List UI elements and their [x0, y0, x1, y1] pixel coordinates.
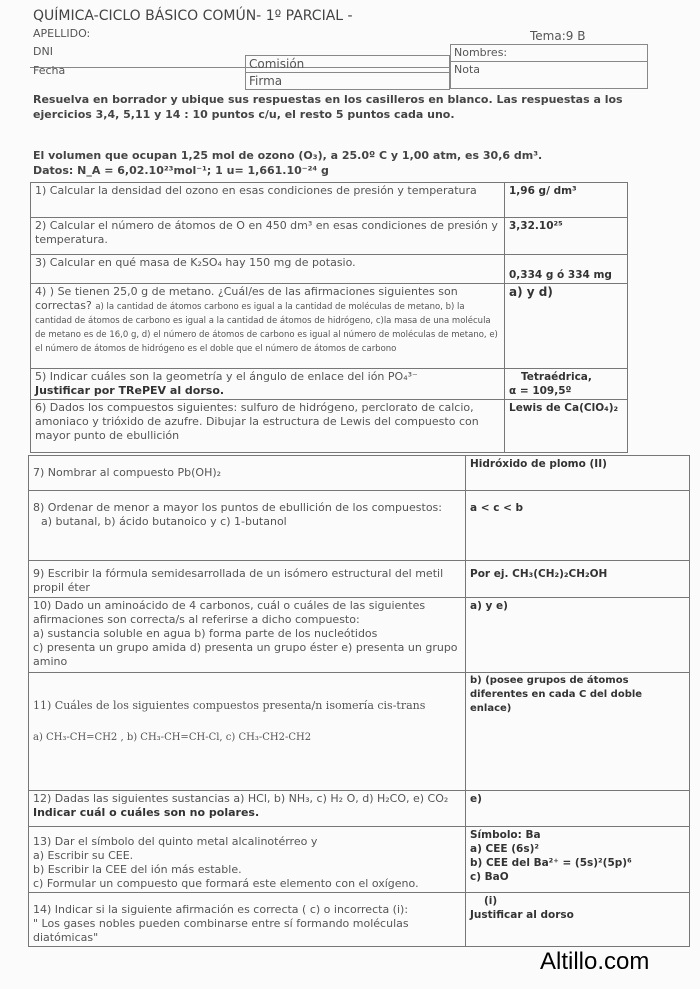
intro-line-2: Datos: N_A = 6,02.10²³mol⁻¹; 1 u= 1,661.10⁻²⁴ g [33, 164, 329, 177]
nota-field[interactable] [450, 61, 648, 89]
tema-label: Tema:9 B [530, 29, 586, 43]
fecha-field[interactable] [30, 63, 245, 87]
answer-13-b: b) CEE del Ba²⁺ = (5s)²(5p)⁶ [470, 857, 632, 869]
question-11-options: a) CH₃-CH=CH2 , b) CH₃-CH=CH-Cl, c) CH₃-CH2-CH2 [33, 732, 312, 743]
question-row-7 [29, 456, 690, 491]
question-13-text: 13) Dar el símbolo del quinto metal alcalinotérreo y [33, 835, 318, 848]
firma-field[interactable] [245, 72, 450, 90]
question-7: 7) Nombrar al compuesto Pb(OH)₂ [29, 456, 466, 491]
question-row-5 [31, 369, 628, 400]
question-14 [29, 893, 466, 947]
answer-5-geometry: Tetraédrica, [521, 371, 592, 383]
question-row-14 [29, 893, 690, 947]
question-5-justify: Justificar por TRePEV al dorso. [35, 384, 225, 397]
answer-8[interactable]: a < c < b [466, 491, 690, 561]
intro-line-1: El volumen que ocupan 1,25 mol de ozono (O₃), a 25.0º C y 1,00 atm, es 30,6 dm³. [33, 149, 543, 162]
question-8-options: a) butanal, b) ácido butanoico y c) 1-butanol [41, 515, 287, 528]
answer-6[interactable]: Lewis de Ca(ClO₄)₂ [505, 400, 628, 453]
question-row-10 [29, 598, 690, 673]
answer-9[interactable]: Por ej. CH₃(CH₂)₂CH₂OH [466, 561, 690, 598]
question-4-options: a) la cantidad de átomos carbono es igual a la cantidad de moléculas de metano, b) la cantidad de átomos de carbono es igual a la cantidad de átomos de hidrógeno, c)la masa de una molécula de metano es de 16,0 g, d) el número de átomos de carbono es igual al número de moléculas de metano, e) el número de átomos de hidrógeno es el doble que el número de átomos de carbono [35, 302, 498, 354]
question-4-text: 4) ) Se tienen 25,0 g de metano. ¿Cuál/es de las afirmaciones siguientes son correctas? [35, 285, 458, 312]
answer-13-c: c) BaO [470, 871, 509, 883]
firma-label: Firma [249, 74, 283, 88]
apellido-label: APELLIDO: [33, 27, 91, 40]
question-2: 2) Calcular el número de átomos de O en 450 dm³ en esas condiciones de presión y temperatura. [31, 218, 505, 255]
question-row-12 [29, 791, 690, 827]
question-row-1 [31, 183, 628, 218]
question-10 [29, 598, 466, 673]
answer-3[interactable]: 0,334 g ó 334 mg [505, 255, 628, 284]
question-9: 9) Escribir la fórmula semidesarrollada de un isómero estructural del metil propil éter [29, 561, 466, 598]
answer-12[interactable]: e) [466, 791, 690, 827]
question-12-text: 12) Dadas las siguientes sustancias a) HCl, b) NH₃, c) H₂ O, d) H₂CO, e) CO₂ [33, 792, 449, 805]
answer-4[interactable]: a) y d) [505, 284, 628, 369]
question-5 [31, 369, 505, 400]
question-6: 6) Dados los compuestos siguientes: sulfuro de hidrógeno, perclorato de calcio, amoniaco y trióxido de azufre. Dibujar la estructura de Lewis del compuesto con mayor punto de ebullición [31, 400, 505, 453]
question-row-4 [31, 284, 628, 369]
comision-label: Comisión [249, 57, 305, 71]
answer-7[interactable]: Hidróxido de plomo (II) [466, 456, 690, 491]
altillo-watermark: Altillo.com [540, 948, 650, 975]
answer-13[interactable] [466, 827, 690, 893]
question-8-text: 8) Ordenar de menor a mayor los puntos de ebullición de los compuestos: [33, 501, 442, 514]
question-row-8 [29, 491, 690, 561]
answer-13-a: a) CEE (6s)² [470, 843, 539, 855]
instructions: Resuelva en borrador y ubique sus respuestas en los casilleros en blanco. Las respuestas a los ejercicios 3,4, 5,11 y 14 : 10 puntos c/u, el resto 5 puntos cada uno. [33, 93, 623, 121]
question-row-2 [31, 218, 628, 255]
question-13-part-c: c) Formular un compuesto que formará este elemento con el oxígeno. [33, 877, 419, 890]
nombres-field[interactable] [450, 44, 648, 62]
fecha-label: Fecha [33, 64, 66, 77]
question-14-statement: " Los gases nobles pueden combinarse entre sí formando moléculas diatómicas" [33, 917, 409, 944]
answer-14-verdict: (i) [484, 895, 498, 907]
question-10-options-c-e: c) presenta un grupo amida d) presenta un grupo éster e) presenta un grupo amino [33, 641, 458, 668]
question-13-part-a: a) Escribir su CEE. [33, 849, 134, 862]
question-8 [29, 491, 466, 561]
answer-10[interactable]: a) y e) [466, 598, 690, 673]
question-12-instruction: Indicar cuál o cuáles son no polares. [33, 806, 260, 819]
question-11 [29, 673, 466, 791]
problem-intro [33, 148, 633, 178]
question-row-11 [29, 673, 690, 791]
question-10-options-a-b: a) sustancia soluble en agua b) forma parte de los nucleótidos [33, 627, 378, 640]
questions-table-1 [30, 182, 628, 453]
answer-2[interactable]: 3,32.10²⁵ [505, 218, 628, 255]
question-5-text: 5) Indicar cuáles son la geometría y el ángulo de enlace del ión PO₄³⁻ [35, 370, 418, 383]
question-3: 3) Calcular en qué masa de K₂SO₄ hay 150 mg de potasio. [31, 255, 505, 284]
answer-1[interactable]: 1,96 g/ dm³ [505, 183, 628, 218]
question-14-text: 14) Indicar si la siguiente afirmación es correcta ( c) o incorrecta (i): [33, 903, 409, 916]
question-10-text: 10) Dado un aminoácido de 4 carbonos, cuál o cuáles de las siguientes afirmaciones son correcta/s al referirse a dicho compuesto: [33, 599, 426, 626]
question-11-text: 11) Cuáles de los siguientes compuestos presenta/n isomería cis-trans [33, 699, 426, 712]
question-row-13 [29, 827, 690, 893]
exam-title: QUÍMICA-CICLO BÁSICO COMÚN- 1º PARCIAL - [33, 8, 353, 24]
nombres-label: Nombres: [454, 46, 508, 59]
comision-field[interactable] [245, 55, 450, 73]
dni-label: DNI [33, 45, 53, 58]
answer-14-justify: Justificar al dorso [470, 909, 574, 921]
answer-13-symbol: Símbolo: Ba [470, 829, 541, 841]
question-1: 1) Calcular la densidad del ozono en esas condiciones de presión y temperatura [31, 183, 505, 218]
answer-11[interactable]: b) (posee grupos de átomos diferentes en cada C del doble enlace) [466, 673, 690, 791]
answer-14[interactable] [466, 893, 690, 947]
answer-5[interactable] [505, 369, 628, 400]
question-12 [29, 791, 466, 827]
nota-label: Nota [454, 63, 481, 76]
answer-5-angle: α = 109,5º [509, 385, 572, 397]
question-row-3 [31, 255, 628, 284]
question-4 [31, 284, 505, 369]
question-row-6 [31, 400, 628, 453]
question-13 [29, 827, 466, 893]
question-row-9 [29, 561, 690, 598]
questions-table-2 [28, 455, 690, 947]
question-13-part-b: b) Escribir la CEE del ión más estable. [33, 863, 242, 876]
